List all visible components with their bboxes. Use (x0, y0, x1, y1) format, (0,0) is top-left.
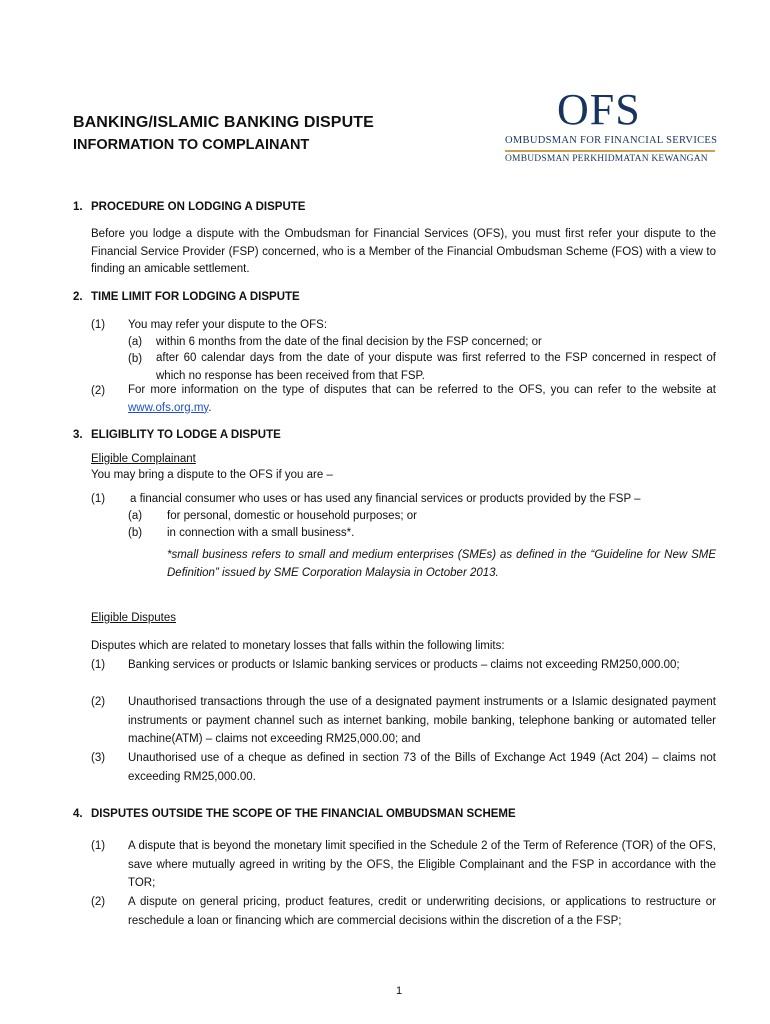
section-1-paragraph: Before you lodge a dispute with the Ombudsman for Financial Services (OFS), you must first refer your dispute to the Financial Service Provider (FSP) concerned, who is a Member of the Financial Ombudsman Scheme (FOS) with a view to finding an amicable settlement. (91, 228, 716, 275)
s4-item-1-num: (1) (91, 840, 106, 852)
s2-item-2-text: For more information on the type of disputes that can be referred to the OFS, you can refer to the website at www.ofs.org.my. (128, 384, 716, 414)
section-1-heading: 1. PROCEDURE ON LODGING A DISPUTE (73, 201, 306, 213)
s4-item-2-num: (2) (91, 896, 106, 908)
ofs-website-link[interactable]: www.ofs.org.my (128, 401, 209, 414)
s3-dispute-1-num: (1) (91, 659, 106, 671)
s3-sub-b-text: in connection with a small business*. (167, 527, 355, 539)
logo-line-malay: OMBUDSMAN PERKHIDMATAN KEWANGAN (505, 154, 708, 164)
section-3-heading: 3. ELIGIBLITY TO LODGE A DISPUTE (73, 429, 281, 441)
s2-item-1-num: (1) (91, 319, 106, 331)
s2-item-2-num: (2) (91, 385, 106, 397)
document-title: BANKING/ISLAMIC BANKING DISPUTE (73, 114, 374, 131)
s2-sub-b-num: (b) (128, 353, 143, 365)
s2-item-1-text: You may refer your dispute to the OFS: (128, 319, 328, 331)
section-2-heading: 2. TIME LIMIT FOR LODGING A DISPUTE (73, 291, 300, 303)
s3-intro: You may bring a dispute to the OFS if you are – (91, 469, 333, 481)
s3-item-1-text: a financial consumer who uses or has used any financial services or products provided by the FSP – (130, 493, 641, 505)
s3-item-1-num: (1) (91, 493, 106, 505)
s3-sub-a-text: for personal, domestic or household purposes; or (167, 510, 417, 522)
logo-mark: OFS (557, 85, 641, 134)
s3-dispute-2-text: Unauthorised transactions through the use of a designated payment instruments or a Islamic designated payment instruments or payment channel such as internet banking, mobile banking, telephone banking or automated teller machine(ATM) – claims not exceeding RM25,000.00; and (128, 696, 716, 745)
s2-sub-a-num: (a) (128, 336, 143, 348)
s4-item-2-text: A dispute on general pricing, product features, credit or underwriting decisions, or applications to restructure or reschedule a loan or financing which are commercial decisions within the discretion of a the FSP; (128, 896, 716, 927)
s4-item-1-text: A dispute that is beyond the monetary limit specified in the Schedule 2 of the Term of Reference (TOR) of the OFS, save where mutually agreed in writing by the OFS, the Eligible Complainant and the FSP in accordance with the TOR; (128, 840, 716, 890)
ofs-logo (503, 85, 719, 172)
document-subtitle: INFORMATION TO COMPLAINANT (73, 137, 310, 153)
s3-sub-b-num: (b) (128, 527, 143, 539)
sme-footnote: *small business refers to small and medium enterprises (SMEs) as defined in the “Guideline for New SME Definition” issued by SME Corporation Malaysia in October 2013. (167, 549, 716, 579)
s3-dispute-1-text: Banking services or products or Islamic banking services or products – claims not exceeding RM250,000.00; (128, 659, 680, 671)
eligible-disputes-subheading: Eligible Disputes (91, 612, 177, 624)
section-4-heading: 4. DISPUTES OUTSIDE THE SCOPE OF THE FINANCIAL OMBUDSMAN SCHEME (73, 808, 516, 820)
s3-dispute-2-num: (2) (91, 696, 106, 708)
s3-sub-a-num: (a) (128, 510, 143, 522)
s2-sub-b-text: after 60 calendar days from the date of your dispute was first referred to the FSP concerned in respect of which no response has been received from that FSP. (156, 352, 716, 382)
s3-dispute-3-num: (3) (91, 752, 106, 764)
page-number: 1 (396, 985, 403, 997)
logo-divider (505, 150, 715, 152)
s3-intro-2: Disputes which are related to monetary losses that falls within the following limits: (91, 640, 505, 652)
s3-dispute-3-text: Unauthorised use of a cheque as defined in section 73 of the Bills of Exchange Act 1949 (Act 204) – claims not exceeding RM25,000.00. (128, 752, 716, 783)
logo-line-english: OMBUDSMAN FOR FINANCIAL SERVICES (505, 135, 718, 146)
eligible-complainant-subheading: Eligible Complainant (91, 453, 196, 465)
s2-sub-a-text: within 6 months from the date of the final decision by the FSP concerned; or (156, 336, 542, 348)
